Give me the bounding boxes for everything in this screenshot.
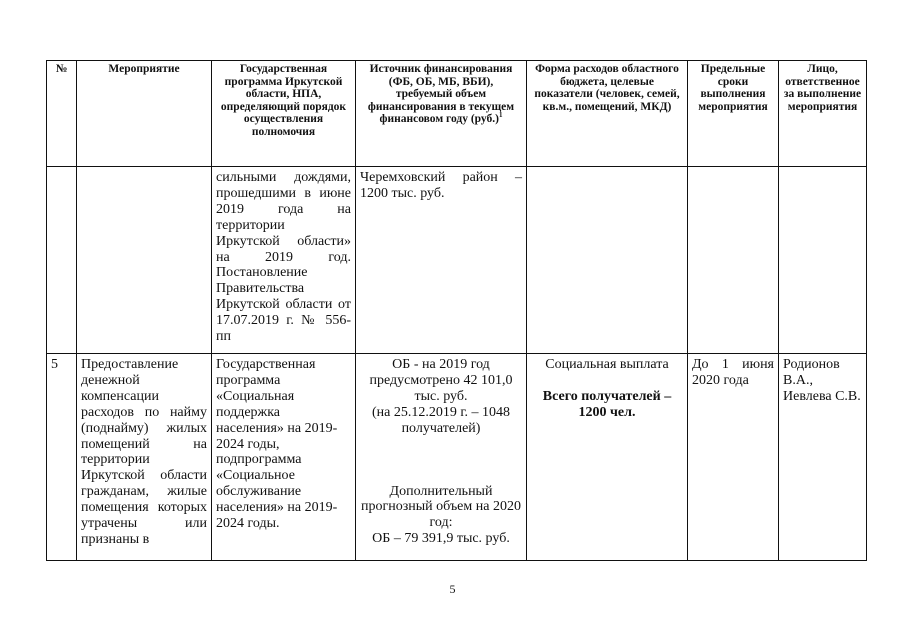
footnote-marker: 1 xyxy=(498,111,503,120)
cell-program: Государственная программа «Социальная поддержка населения» на 2019-2024 годы, подпрограмма «Социальное обслуживание населения» на 2019-2024 годы. xyxy=(212,354,356,561)
page-number: 5 xyxy=(449,582,456,596)
header-number: № xyxy=(47,61,77,167)
header-funding-source-text: Источник финансирования (ФБ, ОБ, МБ, ВБИ), требуемый объем финансирования в текущем финансовом году (руб.) xyxy=(367,63,515,126)
cell-deadline: До 1 июня 2020 года xyxy=(688,354,779,561)
cell-expense-form xyxy=(527,354,688,561)
expense-form-type: Социальная выплата xyxy=(545,357,669,372)
header-expense-form: Форма расходов областного бюджета, целевые показатели (человек, семей, кв.м., помещений, МКД) xyxy=(527,61,688,167)
cell-event: Предоставление денежной компенсации расходов по найму (поднайму) жилых помещений на территории Иркутской области гражданам, жилые помещения которых утрачены или признаны в xyxy=(77,354,212,561)
recipients-total: Всего получателей – 1200 чел. xyxy=(542,388,672,420)
header-funding-source xyxy=(356,61,527,167)
header-event: Мероприятие xyxy=(77,61,212,167)
table-row xyxy=(47,354,867,561)
header-responsible: Лицо, ответственное за выполнение мероприятия xyxy=(779,61,867,167)
measures-table xyxy=(46,60,867,561)
cell-funding-source: Черемховский район – 1200 тыс. руб. xyxy=(356,167,527,354)
cell-expense-form xyxy=(527,167,688,354)
funding-2019-text: ОБ - на 2019 год предусмотрено 42 101,0 тыс. руб. (на 25.12.2019 г. – 1048 получателей) xyxy=(369,357,513,436)
cell-funding-source xyxy=(356,354,527,561)
table-header-row xyxy=(47,61,867,167)
header-program: Государственная программа Иркутской области, НПА, определяющий порядок осуществления полномочия xyxy=(212,61,356,167)
cell-deadline xyxy=(688,167,779,354)
cell-event xyxy=(77,167,212,354)
header-deadline: Предельные сроки выполнения мероприятия xyxy=(688,61,779,167)
table-row xyxy=(47,167,867,354)
cell-number xyxy=(47,167,77,354)
cell-number: 5 xyxy=(47,354,77,561)
cell-responsible xyxy=(779,167,867,354)
cell-responsible: Родионов В.А., Иевлева С.В. xyxy=(779,354,867,561)
funding-2020-text: Дополнительный прогнозный объем на 2020 год: ОБ – 79 391,9 тыс. руб. xyxy=(361,483,521,547)
cell-program: сильными дождями, прошедшими в июне 2019 года на территории Иркутской области» на 2019 год. Постановление Правительства Иркутской области от 17.07.2019 г. № 556-пп xyxy=(212,167,356,354)
